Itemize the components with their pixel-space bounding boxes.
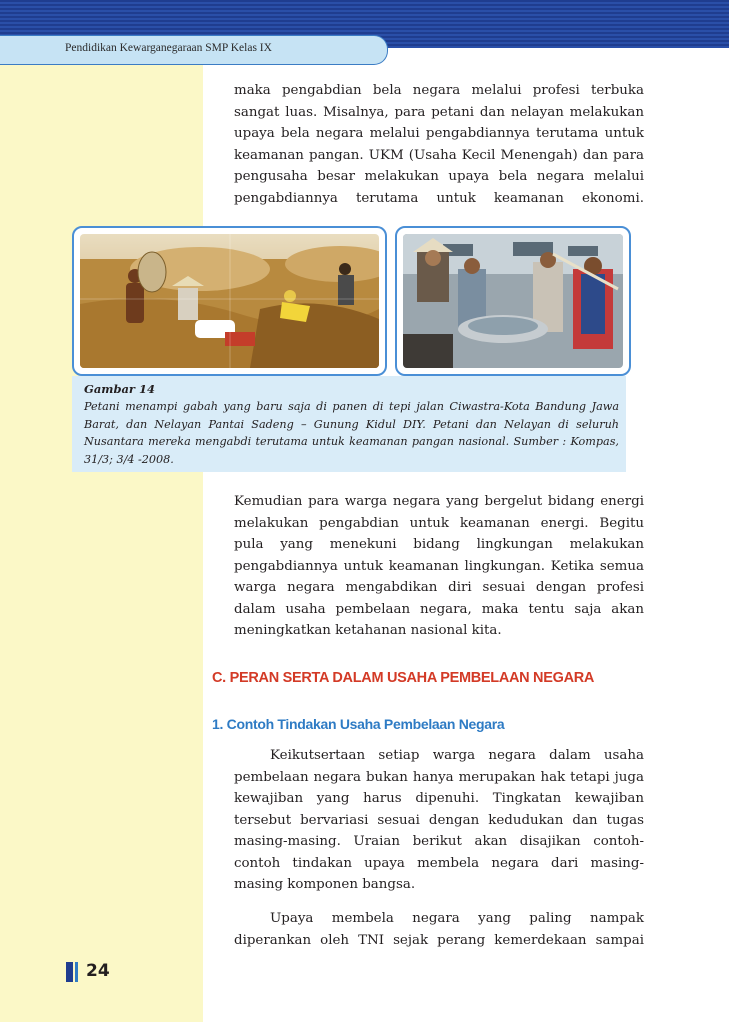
photo-farmers xyxy=(72,226,387,376)
running-title: Pendidikan Kewarganegaraan SMP Kelas IX xyxy=(65,42,272,54)
section-heading: C. PERAN SERTA DALAM USAHA PEMBELAAN NEGARA xyxy=(212,670,595,686)
page-number: 24 xyxy=(86,961,110,981)
paragraph-2: Kemudian para warga negara yang bergelut bidang energi melakukan pengabdian untuk keamanan energi. Begitu pula yang menekuni bidang lingkungan melakukan pengabdiannya untuk keamanan lingkungan. Ketika semua warga negara mengabdikan diri sesuai dengan profesi dalam usaha pembelaan negara, maka tentu saja akan meningkatkan ketahanan nasional kita. xyxy=(234,494,644,638)
page-number-marker-accent xyxy=(75,962,78,982)
fishermen-illustration xyxy=(403,234,623,368)
paragraph-3: Keikutsertaan setiap warga negara dalam usaha pembelaan negara bukan hanya merupakan hak tetapi juga kewajiban yang harus dipenuhi. Tingkatan kewajiban tersebut bervariasi sesuai dengan kedudukan dan tugas masing-masing. Uraian berikut akan disajikan contoh-contoh tindakan upaya membela negara dari masing-masing komponen bangsa. xyxy=(234,748,644,892)
figure-label: Gambar 14 xyxy=(84,382,155,396)
subsection-heading: 1. Contoh Tindakan Usaha Pembelaan Negara xyxy=(212,716,505,732)
left-margin-band xyxy=(0,65,203,1022)
figure-caption: Petani menampi gabah yang baru saja di panen di tepi jalan Ciwastra-Kota Bandung Jawa Barat, dan Nelayan Pantai Sadeng – Gunung Kidul DIY. Petani dan Nelayan di seluruh Nusantara mereka mengabdi terutama untuk keamanan pangan nasional. Sumber : Kompas, 31/3; 3/4 -2008. xyxy=(84,400,619,466)
photo-fishermen xyxy=(395,226,631,376)
page-number-marker xyxy=(66,962,73,982)
paragraph-1: maka pengabdian bela negara melalui profesi terbuka sangat luas. Misalnya, para petani dan nelayan melakukan upaya bela negara melalui pengabdiannya terutama untuk keamanan pangan. UKM (Usaha Kecil Menengah) dan para pengusaha besar melakukan upaya bela negara melalui pengabdiannya terutama untuk keamanan ekonomi. xyxy=(234,83,644,206)
farmers-illustration xyxy=(80,234,379,368)
paragraph-4: Upaya membela negara yang paling nampak diperankan oleh TNI sejak perang kemerdekaan sampai xyxy=(234,911,644,948)
